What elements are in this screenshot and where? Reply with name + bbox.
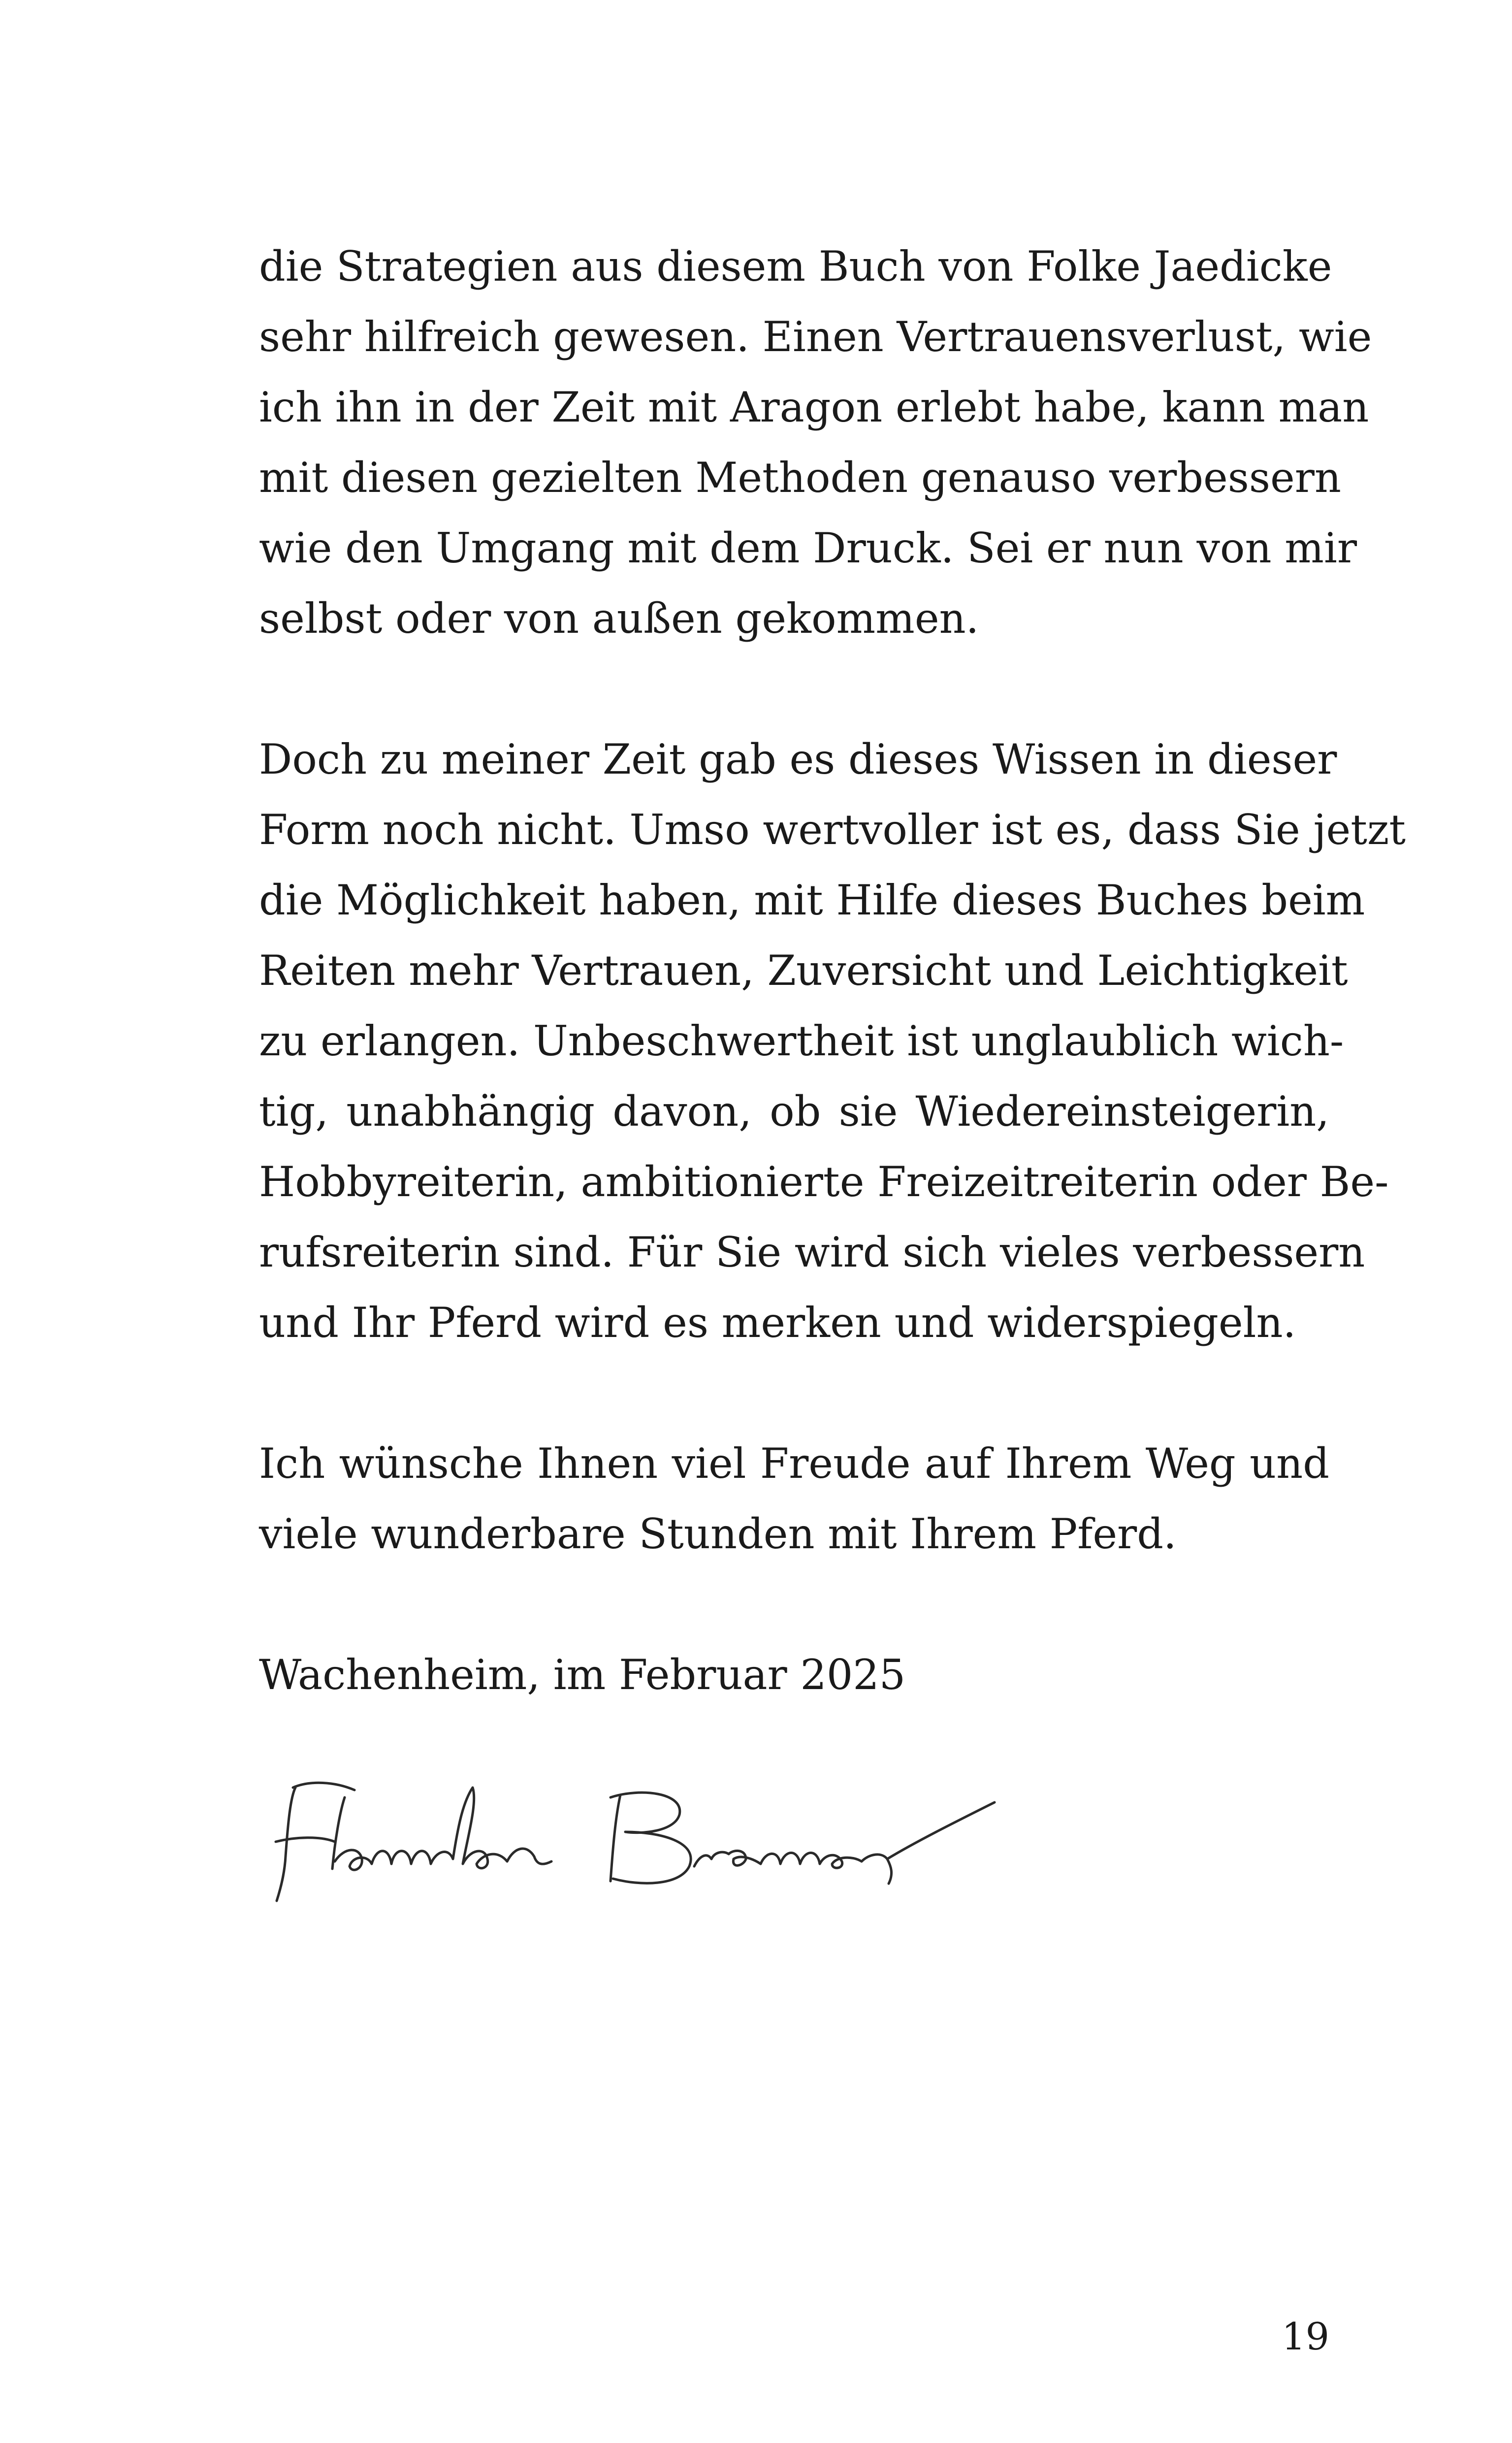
text-line: ich ihn in der Zeit mit Aragon erlebt habe, kann man bbox=[259, 383, 1369, 431]
paragraph-spacer bbox=[259, 654, 1329, 724]
paragraph-spacer bbox=[259, 1358, 1329, 1429]
text-line: Hobbyreiterin, ambitionierte Freizeitreiterin oder Be- bbox=[259, 1158, 1389, 1206]
signature-image bbox=[266, 1768, 1019, 1911]
text-line: selbst oder von außen gekommen. bbox=[259, 594, 979, 643]
text-line: mit diesen gezielten Methoden genauso verbessern bbox=[259, 454, 1341, 502]
text-line: und Ihr Pferd wird es merken und widerspiegeln. bbox=[259, 1299, 1296, 1347]
text-line: Doch zu meiner Zeit gab es dieses Wissen in dieser bbox=[259, 735, 1337, 783]
paragraph-1 bbox=[259, 231, 1372, 654]
page-number: 19 bbox=[1282, 2314, 1329, 2358]
text-line: rufsreiterin sind. Für Sie wird sich vieles verbessern bbox=[259, 1228, 1365, 1276]
paragraph-3 bbox=[259, 1429, 1329, 1569]
paragraph-spacer bbox=[259, 1569, 1329, 1640]
body-text bbox=[259, 231, 1406, 1710]
text-line: die Möglichkeit haben, mit Hilfe dieses Buches beim bbox=[259, 876, 1365, 924]
text-line: sehr hilfreich gewesen. Einen Vertrauensverlust, wie bbox=[259, 313, 1372, 361]
text-line: wie den Umgang mit dem Druck. Sei er nun von mir bbox=[259, 524, 1357, 572]
text-line: Form noch nicht. Umso wertvoller ist es, dass Sie jetzt bbox=[259, 806, 1406, 854]
text-line: viele wunderbare Stunden mit Ihrem Pferd. bbox=[259, 1510, 1177, 1558]
text-line: zu erlangen. Unbeschwertheit ist unglaublich wich- bbox=[259, 1017, 1344, 1065]
text-line: Reiten mehr Vertrauen, Zuversicht und Leichtigkeit bbox=[259, 946, 1348, 995]
text-line: Ich wünsche Ihnen viel Freude auf Ihrem Weg und bbox=[259, 1439, 1329, 1488]
paragraph-2 bbox=[259, 724, 1406, 1358]
text-line: tig, unabhängig davon, ob sie Wiedereinsteigerin, bbox=[259, 1087, 1329, 1136]
text-line: die Strategien aus diesem Buch von Folke Jaedicke bbox=[259, 242, 1332, 291]
place-date: Wachenheim, im Februar 2025 bbox=[259, 1651, 906, 1699]
